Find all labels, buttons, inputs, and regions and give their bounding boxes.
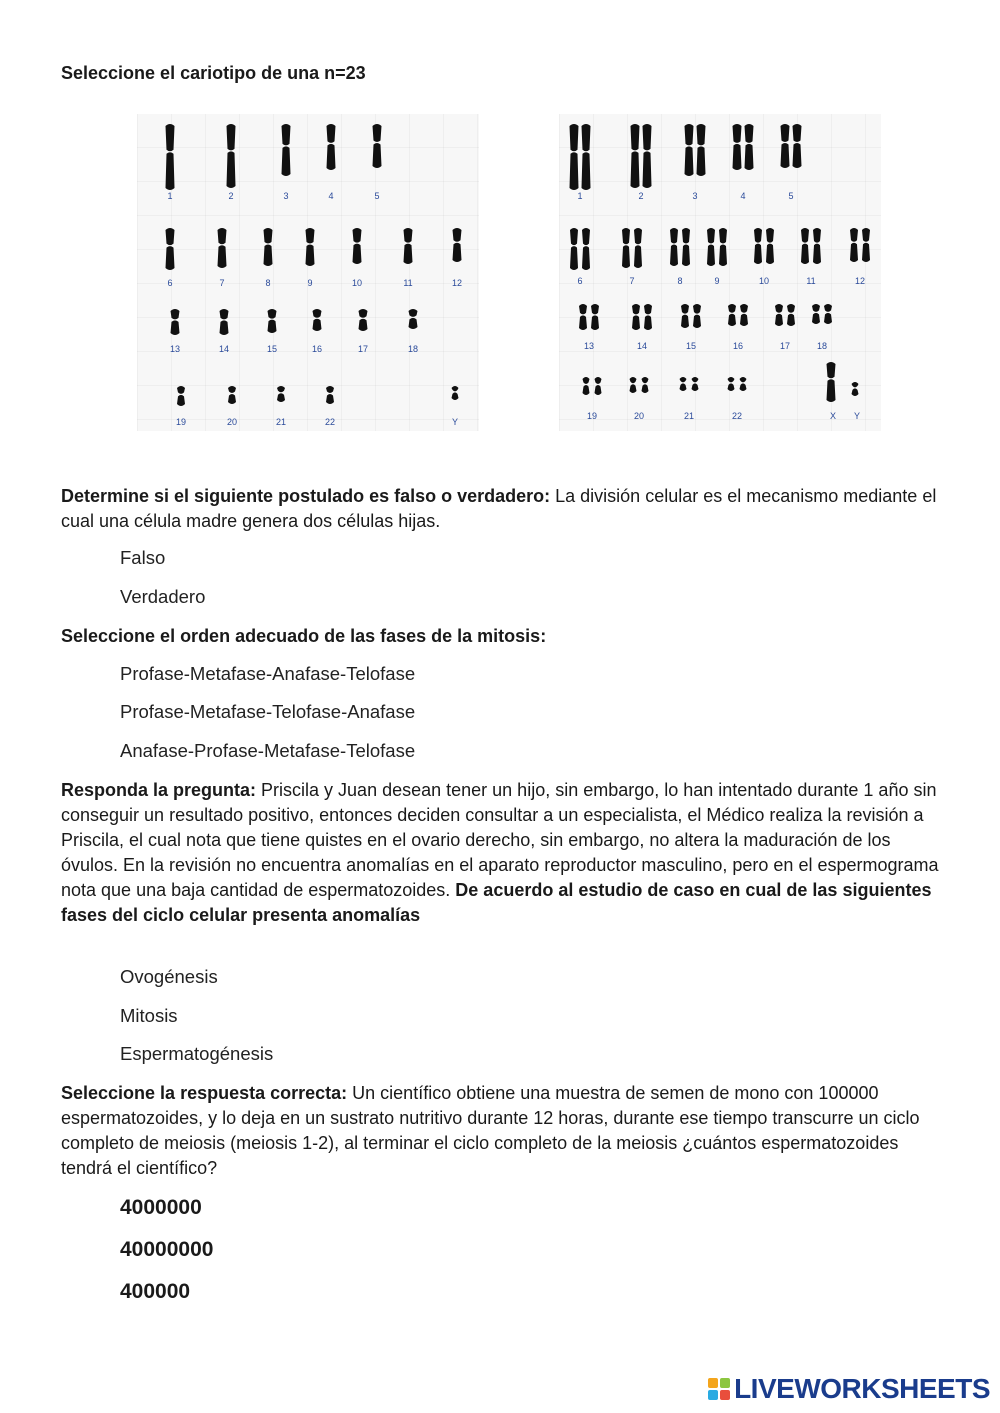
chromosome-label: 1 [577,191,583,201]
chromosome-label: 14 [218,344,230,354]
chromosome-label: 12 [854,276,866,286]
chromosome-label: 20 [226,417,238,427]
chromosome-shape [670,228,678,266]
chromosome-shape [306,228,315,266]
chromosome-shape [697,124,706,176]
liveworksheets-logo[interactable] [708,1371,990,1407]
chromosome-label: 13 [583,341,595,351]
chromosome-label: 17 [779,341,791,351]
chromosome-label: 14 [636,341,648,351]
chromosome-shape [264,228,273,266]
chromosome-shape [268,309,277,333]
chromosome-shape [692,377,699,391]
chromosome-label: 22 [324,417,336,427]
chromosome-shape [595,377,602,395]
q3-option-1[interactable]: Profase-Metafase-Anafase-Telofase [120,663,416,684]
chromosome-label: 20 [633,411,645,421]
chromosome-shape [642,377,649,393]
chromosome-shape [583,377,590,395]
chromosome-label: 8 [265,278,271,288]
chromosome-shape [787,304,795,326]
chromosome-shape [171,309,180,335]
q5-option-2[interactable]: 40000000 [120,1238,214,1261]
chromosome-shape [682,228,690,266]
q3-option-3[interactable]: Anafase-Profase-Metafase-Telofase [120,740,416,761]
chromosome-shape [218,228,227,268]
chromosome-shape [327,124,336,170]
chromosome-label: 16 [732,341,744,351]
chromosome-shape [634,228,642,268]
chromosome-label: 12 [451,278,463,288]
chromosome-label: 6 [577,276,583,286]
q3-statement: Seleccione el orden adecuado de las fases de la mitosis: [61,626,547,646]
karyotype-a-image [137,114,479,431]
chromosome-shape [631,124,640,188]
q5-statement: Seleccione la respuesta correcta: Un científico obtiene una muestra de semen de mono con 100000 espermatozoides, y lo deja en un sustrato nutritivo durante 12 horas, durante ese tiempo transcurre un ciclo completo de meiosis (meiosis 1-2), al terminar el ciclo completo de la meiosis ¿cuántos espermatozoides tendrá el científico? [61,1083,920,1178]
chromosome-shape [740,377,747,391]
chromosome-shape [579,304,587,330]
chromosome-label: 10 [758,276,770,286]
chromosome-shape [277,386,285,402]
chromosome-shape [745,124,754,170]
chromosome-shape [719,228,727,266]
q4-option-espermatogenesis[interactable]: Espermatogénesis [120,1043,274,1064]
chromosome-shape [801,228,809,264]
q5-option-1[interactable]: 4000000 [120,1196,202,1219]
q1-title: Seleccione el cariotipo de una n=23 [61,63,366,83]
chromosome-shape [812,304,820,324]
chromosome-shape [166,228,175,270]
chromosome-shape [359,309,368,331]
chromosome-label: 5 [374,191,380,201]
logo-text: LIVEWORKSHEETS [734,1373,990,1404]
chromosome-label: 18 [816,341,828,351]
chromosome-shape [644,304,652,330]
q4-option-ovogenesis[interactable]: Ovogénesis [120,966,218,987]
karyotype-option-a[interactable] [137,114,479,431]
q4-statement: Responda la pregunta: Priscila y Juan desean tener un hijo, sin embargo, lo han intentado durante 1 año sin conseguir un resultado positivo, entonces deciden consultar a un especialista, el Médico realiza la revisión a Priscila, el cual nota que tiene quistes en el ovario derecho, sin embargo, no altera la maduración de los óvulos. En la revisión no encuentra anomalías en el aparato reproductor masculino, pero en el espermograma nota que una baja cantidad de espermatozoides. De acuerdo al estudio de caso en cual de las siguientes fases del ciclo celular presenta anomalías [61,780,939,925]
chromosome-shape [862,228,870,262]
chromosome-shape [313,309,322,331]
chromosome-label: 19 [175,417,187,427]
chromosome-shape [622,228,630,268]
chromosome-shape [582,124,591,190]
chromosome-shape [570,228,578,270]
chromosome-label: 9 [307,278,313,288]
chromosome-shape [680,377,687,391]
chromosome-label: 6 [167,278,173,288]
chromosome-label: 2 [638,191,644,201]
chromosome-shape [693,304,701,328]
chromosome-label: 19 [586,411,598,421]
chromosome-label: Y [451,417,459,427]
chromosome-shape [452,386,459,400]
chromosome-label: 8 [677,276,683,286]
chromosome-label: 16 [311,344,323,354]
chromosome-label: 11 [403,278,413,288]
chromosome-label: 15 [266,344,278,354]
chromosome-shape [632,304,640,330]
chromosome-shape [282,124,291,176]
chromosome-shape [852,382,859,396]
chromosome-label: 3 [283,191,289,201]
chromosome-shape [685,124,694,176]
chromosome-label: 2 [228,191,234,201]
chromosome-shape [733,124,742,170]
chromosome-label: 5 [788,191,794,201]
chromosome-shape [766,228,774,264]
chromosome-label: 7 [219,278,225,288]
chromosome-shape [813,228,821,264]
chromosome-shape [728,304,736,326]
chromosome-shape [740,304,748,326]
q2-statement: Determine si el siguiente postulado es falso o verdadero: La división celular es el mecanismo mediante el cual una célula madre genera dos células hijas. [61,486,937,531]
chromosome-shape [453,228,462,262]
chromosome-label: 13 [169,344,181,354]
chromosome-shape [570,124,579,190]
q2-option-falso[interactable]: Falso [120,547,166,568]
chromosome-shape [643,124,652,188]
chromosome-shape [220,309,229,335]
chromosome-label: 15 [685,341,697,351]
q4-option-mitosis[interactable]: Mitosis [120,1005,178,1026]
chromosome-shape [228,386,236,404]
karyotype-option-b[interactable] [559,114,881,431]
chromosome-label: 17 [357,344,369,354]
chromosome-shape [793,124,802,168]
chromosome-shape [227,124,236,188]
chromosome-shape [781,124,790,168]
chromosome-shape [824,304,832,324]
q5-option-3[interactable]: 400000 [120,1280,191,1303]
chromosome-label: Y [853,411,861,421]
chromosome-shape [582,228,590,270]
chromosome-shape [775,304,783,326]
chromosome-shape [850,228,858,262]
chromosome-label: 21 [275,417,287,427]
chromosome-label: 18 [407,344,419,354]
chromosome-label: 7 [629,276,635,286]
chromosome-label: 10 [351,278,363,288]
chromosome-shape [177,386,185,406]
q3-option-2[interactable]: Profase-Metafase-Telofase-Anafase [120,701,416,722]
logo-grid-icon [708,1378,730,1400]
chromosome-label: 4 [740,191,746,201]
chromosome-shape [373,124,382,168]
chromosome-shape [404,228,413,264]
chromosome-label: 4 [328,191,334,201]
chromosome-label: 11 [806,276,816,286]
chromosome-shape [707,228,715,266]
chromosome-shape [728,377,735,391]
chromosome-label: 1 [167,191,173,201]
chromosome-shape [681,304,689,328]
chromosome-shape [409,309,418,329]
chromosome-label: 21 [683,411,695,421]
chromosome-shape [166,124,175,190]
chromosome-label: 3 [692,191,698,201]
chromosome-label: X [829,411,837,421]
chromosome-shape [591,304,599,330]
chromosome-shape [827,362,836,402]
chromosome-shape [353,228,362,264]
karyotype-b-image [559,114,881,431]
chromosome-shape [754,228,762,264]
chromosome-shape [630,377,637,393]
chromosome-shape [326,386,334,404]
chromosome-label: 22 [731,411,743,421]
q2-option-verdadero[interactable]: Verdadero [120,586,206,607]
chromosome-label: 9 [714,276,720,286]
